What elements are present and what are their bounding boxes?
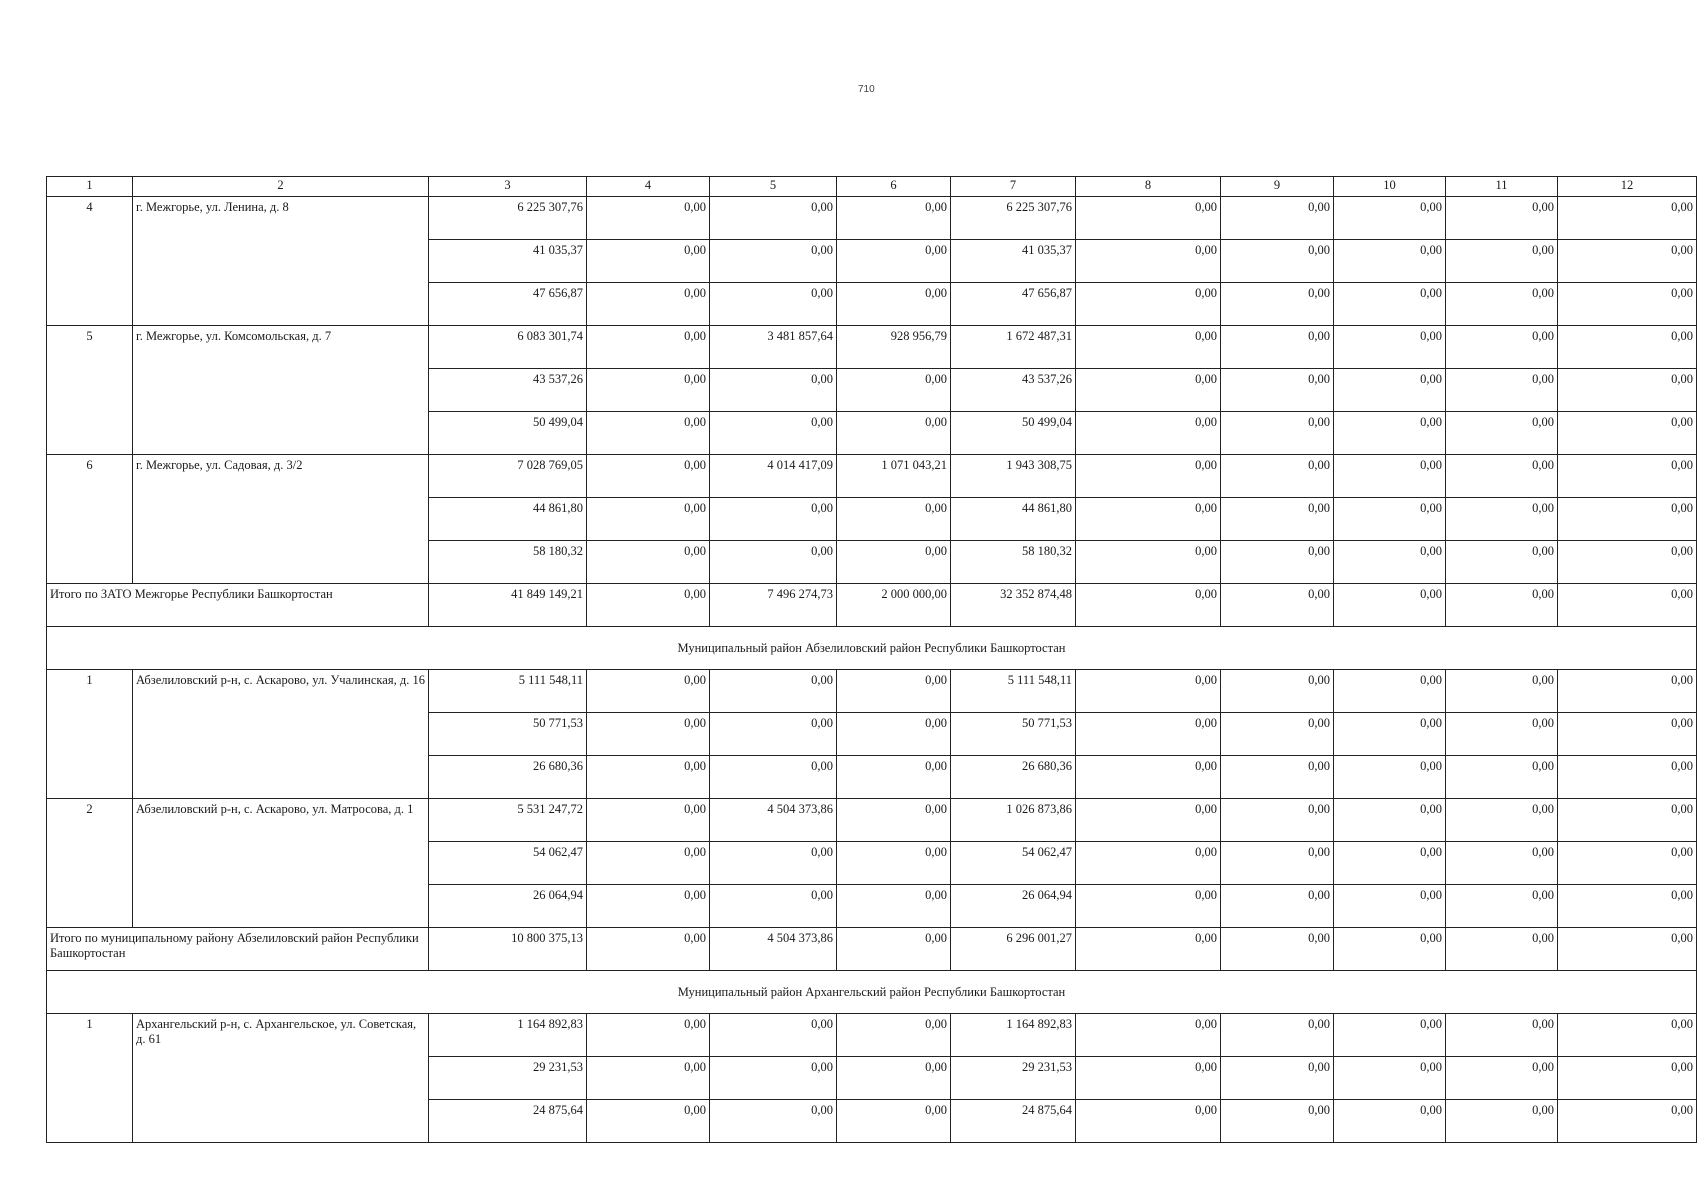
- value-cell: 3 481 857,64: [710, 326, 837, 369]
- row-index: 4: [47, 197, 133, 326]
- value-cell: 1 943 308,75: [951, 455, 1076, 498]
- value-cell: 58 180,32: [951, 541, 1076, 584]
- value-cell: 0,00: [1558, 1057, 1697, 1100]
- value-cell: 0,00: [1558, 842, 1697, 885]
- value-cell: 5 531 247,72: [429, 799, 587, 842]
- value-cell: 43 537,26: [951, 369, 1076, 412]
- value-cell: 0,00: [837, 842, 951, 885]
- value-cell: 0,00: [1076, 885, 1221, 928]
- value-cell: 1 672 487,31: [951, 326, 1076, 369]
- column-header: 9: [1221, 177, 1334, 197]
- value-cell: 44 861,80: [951, 498, 1076, 541]
- value-cell: 29 231,53: [429, 1057, 587, 1100]
- value-cell: 0,00: [1446, 541, 1558, 584]
- value-cell: 0,00: [710, 670, 837, 713]
- value-cell: 0,00: [1558, 240, 1697, 283]
- value-cell: 26 064,94: [951, 885, 1076, 928]
- table-row: [47, 670, 1697, 713]
- value-cell: 0,00: [1221, 369, 1334, 412]
- value-cell: 0,00: [1076, 412, 1221, 455]
- value-cell: 0,00: [1076, 1100, 1221, 1143]
- value-cell: 0,00: [837, 283, 951, 326]
- value-cell: 0,00: [1558, 498, 1697, 541]
- value-cell: 6 225 307,76: [951, 197, 1076, 240]
- value-cell: 0,00: [1076, 326, 1221, 369]
- value-cell: 0,00: [1558, 197, 1697, 240]
- value-cell: 0,00: [1446, 283, 1558, 326]
- value-cell: 0,00: [1076, 842, 1221, 885]
- value-cell: 0,00: [587, 842, 710, 885]
- value-cell: 0,00: [1334, 799, 1446, 842]
- value-cell: 0,00: [1076, 541, 1221, 584]
- row-address: Абзелиловский р-н, с. Аскарово, ул. Учалинская, д. 16: [133, 670, 429, 799]
- column-header: 2: [133, 177, 429, 197]
- value-cell: 0,00: [1334, 326, 1446, 369]
- value-cell: 0,00: [1076, 1014, 1221, 1057]
- value-cell: 0,00: [1334, 885, 1446, 928]
- value-cell: 0,00: [1334, 670, 1446, 713]
- value-cell: 0,00: [710, 197, 837, 240]
- section-row: [47, 627, 1697, 670]
- value-cell: 0,00: [1221, 842, 1334, 885]
- value-cell: 47 656,87: [951, 283, 1076, 326]
- column-header: 1: [47, 177, 133, 197]
- value-cell: 41 035,37: [429, 240, 587, 283]
- column-header: 3: [429, 177, 587, 197]
- row-index: 2: [47, 799, 133, 928]
- value-cell: 0,00: [1076, 713, 1221, 756]
- total-value-cell: 7 496 274,73: [710, 584, 837, 627]
- row-address: г. Межгорье, ул. Садовая, д. 3/2: [133, 455, 429, 584]
- total-value-cell: 0,00: [1221, 928, 1334, 971]
- value-cell: 0,00: [837, 498, 951, 541]
- value-cell: 5 111 548,11: [429, 670, 587, 713]
- value-cell: 0,00: [1221, 799, 1334, 842]
- value-cell: 0,00: [710, 412, 837, 455]
- total-value-cell: 0,00: [587, 584, 710, 627]
- value-cell: 0,00: [1446, 885, 1558, 928]
- value-cell: 0,00: [1334, 842, 1446, 885]
- value-cell: 0,00: [1221, 541, 1334, 584]
- value-cell: 0,00: [710, 842, 837, 885]
- column-header: 10: [1334, 177, 1446, 197]
- value-cell: 4 504 373,86: [710, 799, 837, 842]
- value-cell: 0,00: [1221, 713, 1334, 756]
- total-value-cell: 0,00: [1558, 584, 1697, 627]
- value-cell: 0,00: [1221, 455, 1334, 498]
- value-cell: 0,00: [587, 283, 710, 326]
- row-address: Абзелиловский р-н, с. Аскарово, ул. Матросова, д. 1: [133, 799, 429, 928]
- value-cell: 0,00: [837, 670, 951, 713]
- value-cell: 928 956,79: [837, 326, 951, 369]
- value-cell: 0,00: [710, 498, 837, 541]
- value-cell: 29 231,53: [951, 1057, 1076, 1100]
- total-label: Итого по ЗАТО Межгорье Республики Башкортостан: [47, 584, 429, 627]
- column-header: 11: [1446, 177, 1558, 197]
- value-cell: 0,00: [587, 326, 710, 369]
- value-cell: 58 180,32: [429, 541, 587, 584]
- value-cell: 0,00: [587, 455, 710, 498]
- total-value-cell: 0,00: [587, 928, 710, 971]
- value-cell: 0,00: [1221, 240, 1334, 283]
- value-cell: 0,00: [1446, 756, 1558, 799]
- row-index: 1: [47, 670, 133, 799]
- table-row: [47, 455, 1697, 498]
- row-address: г. Межгорье, ул. Комсомольская, д. 7: [133, 326, 429, 455]
- total-value-cell: 32 352 874,48: [951, 584, 1076, 627]
- total-label: Итого по муниципальному району Абзелиловский район Республики Башкортостан: [47, 928, 429, 971]
- header-row: [47, 177, 1697, 197]
- row-index: 5: [47, 326, 133, 455]
- value-cell: 0,00: [1558, 1100, 1697, 1143]
- total-value-cell: 10 800 375,13: [429, 928, 587, 971]
- value-cell: 54 062,47: [951, 842, 1076, 885]
- total-value-cell: 0,00: [1446, 928, 1558, 971]
- value-cell: 0,00: [1076, 756, 1221, 799]
- value-cell: 0,00: [587, 197, 710, 240]
- value-cell: 0,00: [837, 1057, 951, 1100]
- value-cell: 0,00: [1076, 670, 1221, 713]
- value-cell: 0,00: [587, 885, 710, 928]
- value-cell: 0,00: [710, 369, 837, 412]
- value-cell: 0,00: [587, 1057, 710, 1100]
- value-cell: 0,00: [1221, 197, 1334, 240]
- value-cell: 0,00: [1558, 326, 1697, 369]
- value-cell: 0,00: [587, 1100, 710, 1143]
- value-cell: 0,00: [1334, 240, 1446, 283]
- value-cell: 0,00: [1558, 799, 1697, 842]
- value-cell: 1 164 892,83: [951, 1014, 1076, 1057]
- value-cell: 0,00: [1558, 412, 1697, 455]
- value-cell: 0,00: [1334, 412, 1446, 455]
- value-cell: 0,00: [710, 756, 837, 799]
- column-header: 12: [1558, 177, 1697, 197]
- value-cell: 0,00: [1558, 885, 1697, 928]
- total-value-cell: 0,00: [1446, 584, 1558, 627]
- value-cell: 0,00: [1446, 670, 1558, 713]
- value-cell: 0,00: [1446, 1057, 1558, 1100]
- value-cell: 0,00: [1558, 713, 1697, 756]
- value-cell: 1 071 043,21: [837, 455, 951, 498]
- row-address: Архангельский р-н, с. Архангельское, ул. Советская, д. 61: [133, 1014, 429, 1143]
- value-cell: 4 014 417,09: [710, 455, 837, 498]
- value-cell: 0,00: [1446, 842, 1558, 885]
- value-cell: 0,00: [1334, 713, 1446, 756]
- table-body: [47, 177, 1697, 1143]
- value-cell: 0,00: [1558, 541, 1697, 584]
- value-cell: 0,00: [1446, 455, 1558, 498]
- value-cell: 0,00: [1076, 1057, 1221, 1100]
- section-row: [47, 971, 1697, 1014]
- value-cell: 0,00: [1446, 498, 1558, 541]
- total-value-cell: 0,00: [1558, 928, 1697, 971]
- value-cell: 0,00: [1446, 240, 1558, 283]
- value-cell: 26 064,94: [429, 885, 587, 928]
- value-cell: 54 062,47: [429, 842, 587, 885]
- value-cell: 0,00: [1334, 756, 1446, 799]
- value-cell: 6 083 301,74: [429, 326, 587, 369]
- value-cell: 24 875,64: [951, 1100, 1076, 1143]
- value-cell: 0,00: [837, 369, 951, 412]
- total-value-cell: 0,00: [1076, 584, 1221, 627]
- value-cell: 0,00: [1076, 240, 1221, 283]
- value-cell: 0,00: [1558, 369, 1697, 412]
- value-cell: 47 656,87: [429, 283, 587, 326]
- value-cell: 0,00: [587, 713, 710, 756]
- value-cell: 0,00: [1446, 369, 1558, 412]
- total-value-cell: 0,00: [1221, 584, 1334, 627]
- value-cell: 0,00: [1446, 713, 1558, 756]
- value-cell: 0,00: [587, 799, 710, 842]
- table-row: [47, 799, 1697, 842]
- value-cell: 0,00: [1558, 455, 1697, 498]
- value-cell: 44 861,80: [429, 498, 587, 541]
- value-cell: 0,00: [1334, 1100, 1446, 1143]
- value-cell: 0,00: [1334, 455, 1446, 498]
- row-address: г. Межгорье, ул. Ленина, д. 8: [133, 197, 429, 326]
- value-cell: 0,00: [587, 756, 710, 799]
- value-cell: 0,00: [710, 1014, 837, 1057]
- value-cell: 0,00: [1446, 412, 1558, 455]
- value-cell: 0,00: [837, 799, 951, 842]
- column-header: 7: [951, 177, 1076, 197]
- value-cell: 0,00: [1558, 283, 1697, 326]
- budget-table: [46, 176, 1697, 1143]
- value-cell: 0,00: [1446, 1014, 1558, 1057]
- value-cell: 0,00: [710, 885, 837, 928]
- value-cell: 0,00: [710, 541, 837, 584]
- value-cell: 0,00: [1221, 756, 1334, 799]
- value-cell: 0,00: [1221, 1100, 1334, 1143]
- value-cell: 0,00: [1076, 283, 1221, 326]
- value-cell: 0,00: [1076, 498, 1221, 541]
- value-cell: 0,00: [837, 885, 951, 928]
- value-cell: 0,00: [837, 713, 951, 756]
- value-cell: 0,00: [710, 713, 837, 756]
- value-cell: 0,00: [1446, 326, 1558, 369]
- total-value-cell: 6 296 001,27: [951, 928, 1076, 971]
- total-value-cell: 0,00: [1076, 928, 1221, 971]
- value-cell: 24 875,64: [429, 1100, 587, 1143]
- value-cell: 50 499,04: [429, 412, 587, 455]
- value-cell: 41 035,37: [951, 240, 1076, 283]
- total-value-cell: 41 849 149,21: [429, 584, 587, 627]
- value-cell: 0,00: [837, 197, 951, 240]
- value-cell: 0,00: [710, 283, 837, 326]
- value-cell: 0,00: [1558, 670, 1697, 713]
- value-cell: 0,00: [1221, 1057, 1334, 1100]
- value-cell: 6 225 307,76: [429, 197, 587, 240]
- section-title: Муниципальный район Архангельский район Республики Башкортостан: [47, 971, 1697, 1014]
- value-cell: 26 680,36: [429, 756, 587, 799]
- total-value-cell: 0,00: [1334, 584, 1446, 627]
- value-cell: 0,00: [1334, 541, 1446, 584]
- value-cell: 7 028 769,05: [429, 455, 587, 498]
- value-cell: 0,00: [710, 1057, 837, 1100]
- value-cell: 0,00: [1221, 498, 1334, 541]
- row-index: 6: [47, 455, 133, 584]
- value-cell: 0,00: [1076, 369, 1221, 412]
- value-cell: 0,00: [1076, 197, 1221, 240]
- value-cell: 0,00: [1076, 799, 1221, 842]
- value-cell: 0,00: [1221, 283, 1334, 326]
- value-cell: 0,00: [1446, 197, 1558, 240]
- table-row: [47, 1014, 1697, 1057]
- value-cell: 0,00: [1334, 1057, 1446, 1100]
- value-cell: 0,00: [1558, 1014, 1697, 1057]
- value-cell: 0,00: [1558, 756, 1697, 799]
- value-cell: 0,00: [837, 412, 951, 455]
- value-cell: 0,00: [587, 1014, 710, 1057]
- value-cell: 0,00: [587, 369, 710, 412]
- value-cell: 0,00: [1334, 1014, 1446, 1057]
- value-cell: 0,00: [587, 498, 710, 541]
- total-value-cell: 0,00: [837, 928, 951, 971]
- value-cell: 0,00: [710, 240, 837, 283]
- column-header: 5: [710, 177, 837, 197]
- total-value-cell: 2 000 000,00: [837, 584, 951, 627]
- total-row: [47, 928, 1697, 971]
- value-cell: 0,00: [1334, 283, 1446, 326]
- table-row: [47, 197, 1697, 240]
- value-cell: 0,00: [1221, 1014, 1334, 1057]
- total-row: [47, 584, 1697, 627]
- value-cell: 0,00: [710, 1100, 837, 1143]
- value-cell: 43 537,26: [429, 369, 587, 412]
- value-cell: 0,00: [1221, 670, 1334, 713]
- value-cell: 0,00: [587, 670, 710, 713]
- value-cell: 0,00: [1446, 799, 1558, 842]
- value-cell: 1 026 873,86: [951, 799, 1076, 842]
- value-cell: 0,00: [1221, 326, 1334, 369]
- column-header: 4: [587, 177, 710, 197]
- page-number: 710: [858, 84, 875, 95]
- value-cell: 50 499,04: [951, 412, 1076, 455]
- value-cell: 5 111 548,11: [951, 670, 1076, 713]
- value-cell: 0,00: [1446, 1100, 1558, 1143]
- value-cell: 0,00: [1334, 369, 1446, 412]
- value-cell: 0,00: [1334, 197, 1446, 240]
- value-cell: 26 680,36: [951, 756, 1076, 799]
- value-cell: 50 771,53: [951, 713, 1076, 756]
- value-cell: 0,00: [587, 240, 710, 283]
- value-cell: 0,00: [587, 412, 710, 455]
- value-cell: 0,00: [837, 756, 951, 799]
- value-cell: 0,00: [1076, 455, 1221, 498]
- table-row: [47, 326, 1697, 369]
- value-cell: 0,00: [837, 1100, 951, 1143]
- value-cell: 0,00: [587, 541, 710, 584]
- value-cell: 0,00: [837, 240, 951, 283]
- value-cell: 0,00: [1221, 412, 1334, 455]
- value-cell: 50 771,53: [429, 713, 587, 756]
- total-value-cell: 4 504 373,86: [710, 928, 837, 971]
- value-cell: 0,00: [1221, 885, 1334, 928]
- value-cell: 0,00: [837, 541, 951, 584]
- column-header: 8: [1076, 177, 1221, 197]
- value-cell: 1 164 892,83: [429, 1014, 587, 1057]
- total-value-cell: 0,00: [1334, 928, 1446, 971]
- section-title: Муниципальный район Абзелиловский район Республики Башкортостан: [47, 627, 1697, 670]
- row-index: 1: [47, 1014, 133, 1143]
- column-header: 6: [837, 177, 951, 197]
- value-cell: 0,00: [837, 1014, 951, 1057]
- value-cell: 0,00: [1334, 498, 1446, 541]
